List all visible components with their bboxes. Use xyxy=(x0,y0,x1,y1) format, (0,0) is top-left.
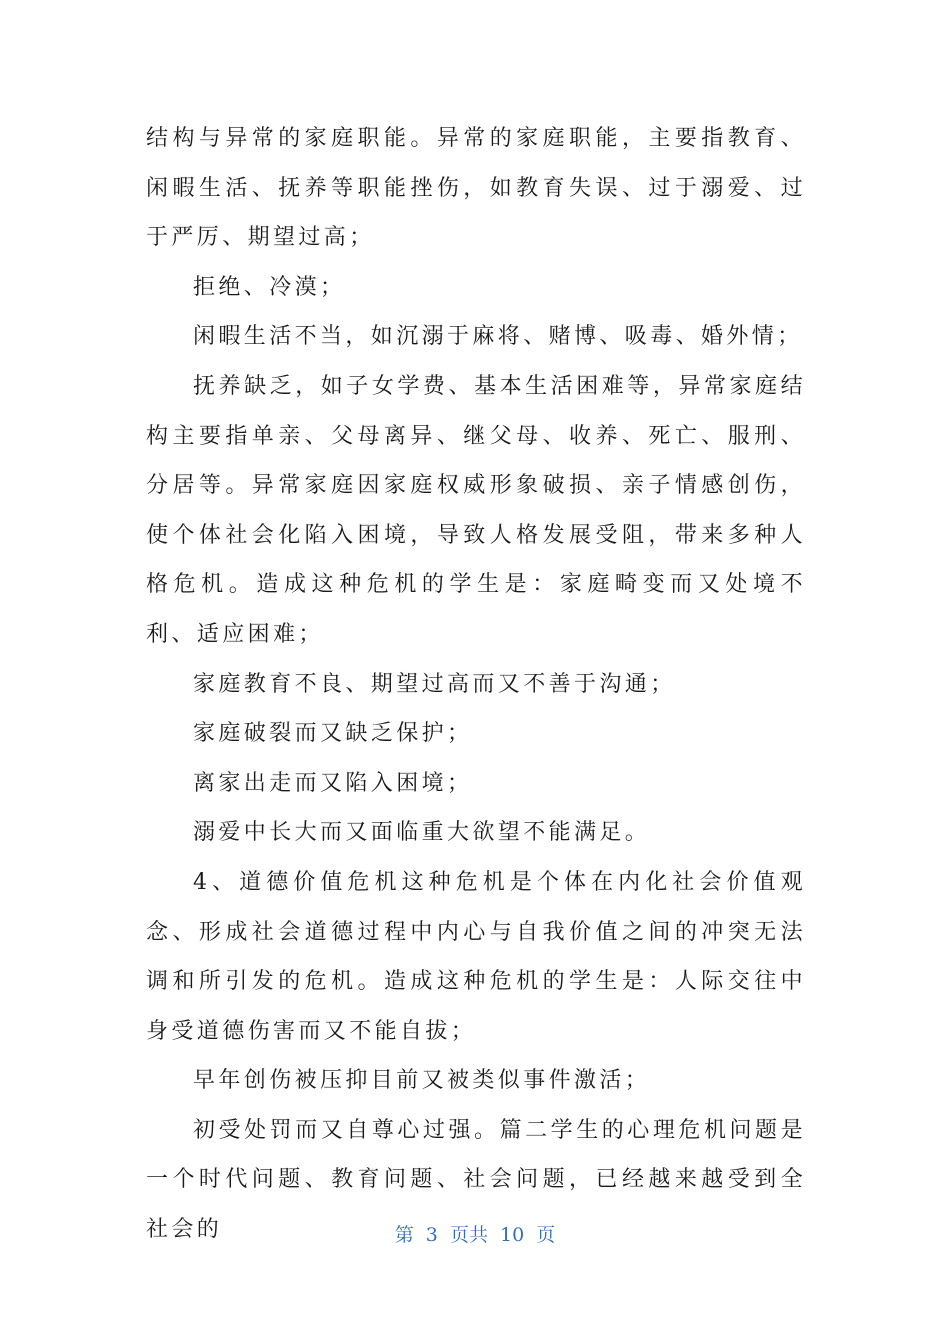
paragraph-9: 4、道德价值危机这种危机是个体在内化社会价值观念、形成社会道德过程中内心与自我价值之间的冲突无法调和所引发的危机。造成这种危机的学生是：人际交往中身受道德伤害而又不能自拔； xyxy=(146,869,806,1044)
body-text xyxy=(146,114,806,1255)
paragraph-2: 拒绝、冷漠； xyxy=(193,274,346,300)
paragraph-4: 抚养缺乏，如子女学费、基本生活困难等，异常家庭结构主要指单亲、父母离异、继父母、收养、死亡、服刑、分居等。异常家庭因家庭权威形象破损、亲子情感创伤，使个体社会化陷入困境，导致人格发展受阻，带来多种人格危机。造成这种危机的学生是：家庭畸变而又处境不利、适应困难； xyxy=(146,373,806,647)
paragraph-10: 早年创伤被压抑目前又被类似事件激活； xyxy=(193,1068,651,1094)
paragraph-8: 溺爱中长大而又面临重大欲望不能满足。 xyxy=(193,820,651,846)
paragraph-7: 离家出走而又陷入困境； xyxy=(193,770,473,796)
paragraph-3: 闲暇生活不当，如沉溺于麻将、赌博、吸毒、婚外情； xyxy=(193,324,803,350)
paragraph-6: 家庭破裂而又缺乏保护； xyxy=(193,721,473,747)
paragraph-5: 家庭教育不良、期望过高而又不善于沟通； xyxy=(193,671,676,697)
paragraph-11: 初受处罚而又自尊心过强。篇二学生的心理危机问题是一个时代问题、教育问题、社会问题，已经越来越受到全社会的 xyxy=(146,1117,806,1243)
page-footer: 第 3 页共 10 页 xyxy=(394,1224,556,1246)
paragraph-1: 结构与异常的家庭职能。异常的家庭职能，主要指教育、闲暇生活、抚养等职能挫伤，如教育失误、过于溺爱、过于严厉、期望过高； xyxy=(146,126,806,251)
